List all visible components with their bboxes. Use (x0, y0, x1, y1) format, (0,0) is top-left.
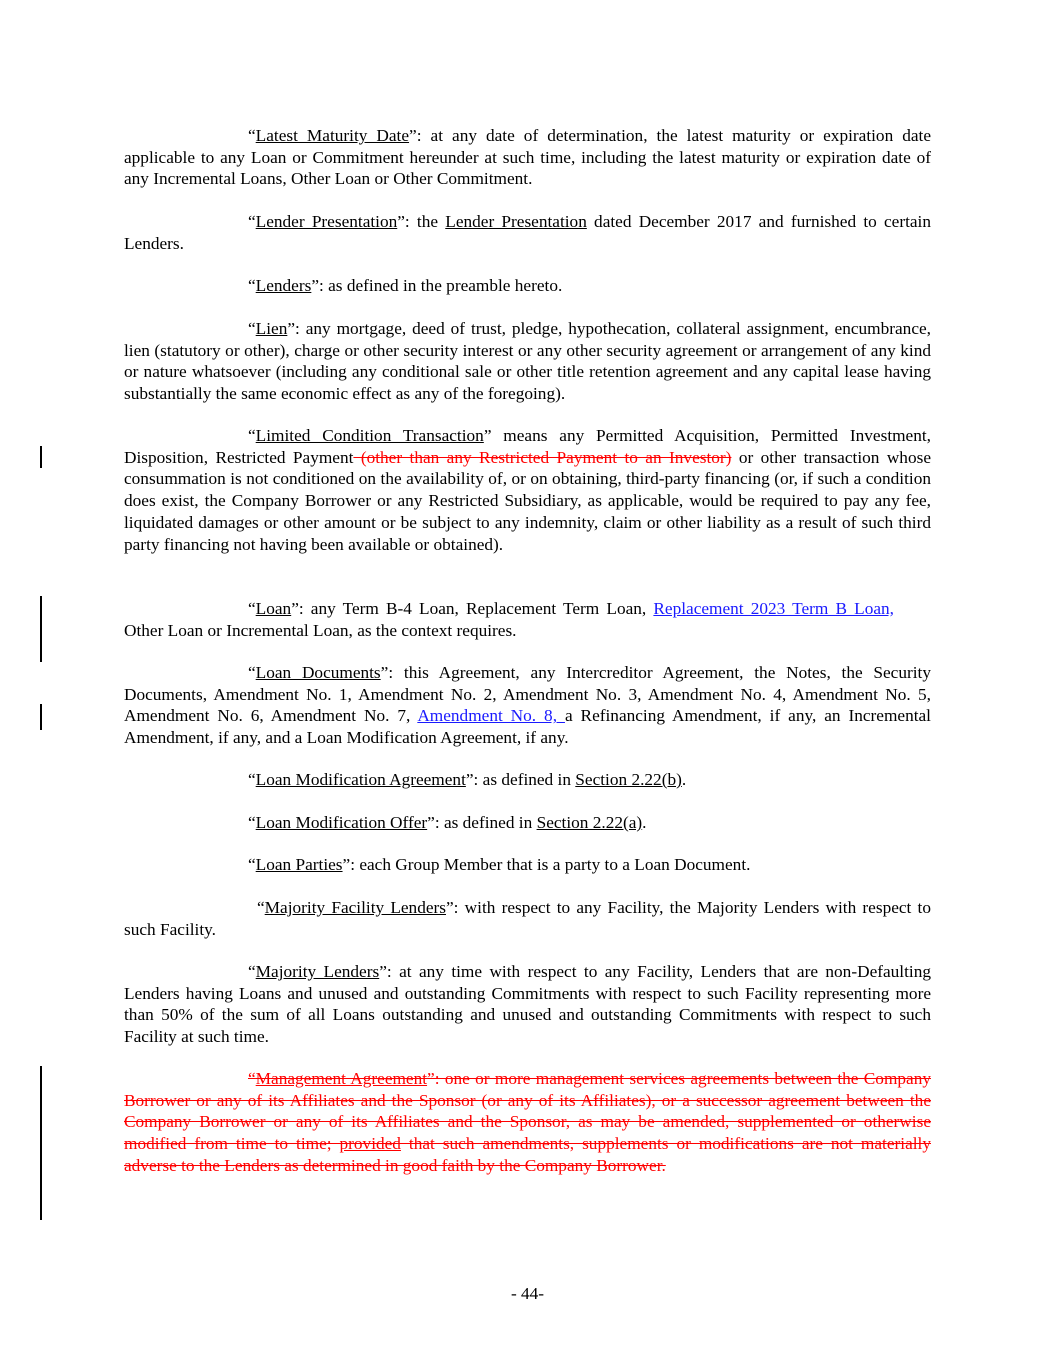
deleted-text: “Management Agreement”: one or more management services agreements between the Company Borrower or any of its Affiliates and the Sponsor (or any of its Affiliates), or a successor agreement between the Company Borrower or any of its Affiliates and the Sponsor, as may be amended, supplemented or otherwise modified from time to time; provided that such amendments, supplements or modifications are not materially adverse to the Lenders as determined in good faith by the Company Borrower. (124, 1069, 931, 1175)
change-bar (40, 704, 42, 730)
defined-term: Lenders (255, 276, 312, 295)
definition-limited-condition-transaction: “Limited Condition Transaction” means any Permitted Acquisition, Permitted Investment, Disposition, Restricted Payment (other than any Restricted Payment to an Investor) or other transaction whose consummation is not conditioned on the availability of, or on obtaining, third-party financing (or, if such a condition does exist, the Company Borrower or any Restricted Subsidiary, as applicable, would be required to pay any fee, liquidated damages or other amount or be subject to any indemnity, claim or other liability as a result of such third party financing not having been available or obtained). (124, 426, 931, 554)
term-reference: Lender Presentation (445, 212, 587, 231)
defined-term: Loan Modification Agreement (255, 770, 466, 789)
defined-term: Limited Condition Transaction (255, 426, 484, 445)
defined-term: Loan Parties (255, 855, 343, 874)
definition-loan-modification-offer: “Loan Modification Offer”: as defined in Section 2.22(a). (248, 813, 647, 832)
page-number: - 44- (510, 1284, 545, 1303)
defined-term: Lender Presentation (255, 212, 398, 231)
defined-term: Loan Documents (255, 663, 381, 682)
defined-term: Majority Facility Lenders (264, 898, 446, 917)
defined-term: Management Agreement (255, 1069, 428, 1088)
inserted-text: Replacement 2023 Term B Loan, (653, 599, 895, 618)
definition-management-agreement-deleted (124, 1068, 931, 1177)
defined-term: Loan (255, 599, 292, 618)
inserted-text: Amendment No. 8, (417, 706, 565, 726)
deleted-text: (other than any Restricted Payment to an Investor) (353, 447, 732, 467)
change-bar (40, 446, 42, 468)
definition-loan: “Loan”: any Term B-4 Loan, Replacement Term Loan, Replacement 2023 Term B Loan, Other Loan or Incremental Loan, as the context requires. (124, 599, 895, 640)
defined-term: Majority Lenders (255, 962, 380, 981)
section-reference: Section 2.22(a) (536, 813, 643, 832)
definition-latest-maturity-date: “Latest Maturity Date”: at any date of determination, the latest maturity or expiration date applicable to any Loan or Commitment hereunder at such time, including the latest maturity or expiration date of any Incremental Loans, Other Loan or Other Commitment. (124, 126, 932, 189)
definition-lender-presentation: “Lender Presentation”: the Lender Presentation dated December 2017 and furnished to certain Lenders. (124, 212, 931, 253)
provided-term: provided (339, 1134, 401, 1154)
change-bar (40, 1066, 42, 1220)
definition-majority-lenders: “Majority Lenders”: at any time with respect to any Facility, Lenders that are non-Defaulting Lenders having Loans and unused and outstanding Commitments with respect to such Facility representing more than 50% of the sum of all Loans outstanding and unused and outstanding Commitments with respect to such Facility at such time. (124, 962, 931, 1047)
defined-term: Loan Modification Offer (255, 813, 428, 832)
change-bar (40, 596, 42, 662)
section-reference: Section 2.22(b) (575, 770, 682, 789)
defined-term: Latest Maturity Date (255, 126, 410, 145)
defined-term: Lien (255, 319, 288, 338)
definition-loan-parties: “Loan Parties”: each Group Member that is a party to a Loan Document. (248, 855, 751, 874)
definition-lien: “Lien”: any mortgage, deed of trust, pledge, hypothecation, collateral assignment, encumbrance, lien (statutory or other), charge or other security interest or any other security agreement or arrangement of any kind or nature whatsoever (including any conditional sale or other title retention agreement and any capital lease having substantially the same economic effect as any of the foregoing). (124, 319, 931, 404)
definition-loan-modification-agreement: “Loan Modification Agreement”: as defined in Section 2.22(b). (248, 770, 687, 789)
definition-majority-facility-lenders: “Majority Facility Lenders”: with respect to any Facility, the Majority Lenders with respect to such Facility. (124, 898, 931, 939)
definition-lenders: “Lenders”: as defined in the preamble hereto. (248, 276, 563, 295)
definition-loan-documents: “Loan Documents”: this Agreement, any Intercreditor Agreement, the Notes, the Security Documents, Amendment No. 1, Amendment No. 2, Amendment No. 3, Amendment No. 4, Amendment No. 5, Amendment No. 6, Amendment No. 7, Amendment No. 8, a Refinancing Amendment, if any, an Incremental Amendment, if any, and a Loan Modification Agreement, if any. (124, 663, 931, 748)
